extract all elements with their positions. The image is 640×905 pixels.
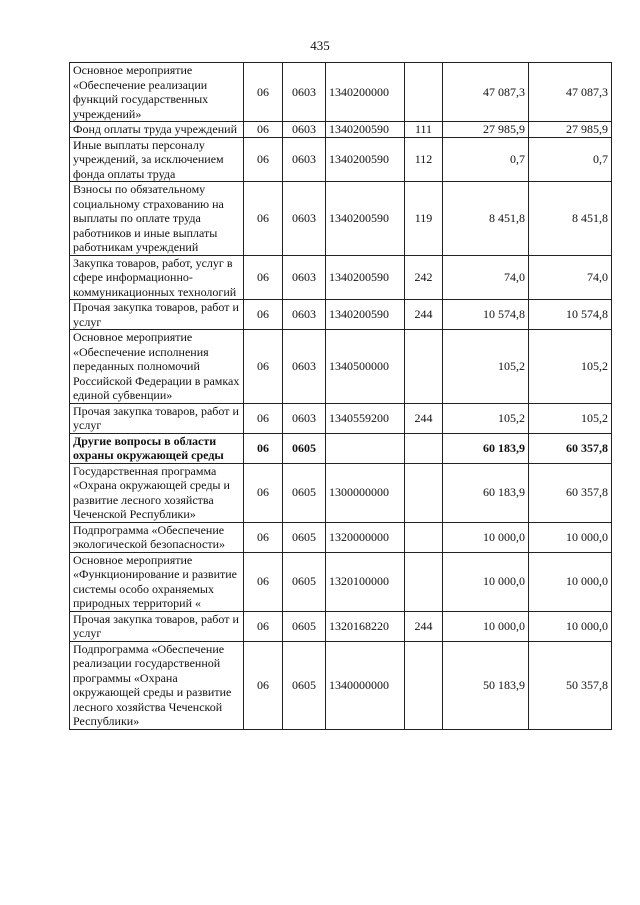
expense-type-code: 111 [405, 122, 443, 138]
amount-year-2: 10 000,0 [529, 552, 612, 611]
expense-type-code [405, 330, 443, 404]
section-code: 06 [244, 552, 283, 611]
subsection-code: 0605 [283, 463, 326, 522]
amount-year-1: 60 183,9 [443, 433, 529, 463]
subsection-code: 0603 [283, 63, 326, 122]
row-name: Другие вопросы в области охраны окружающей среды [70, 433, 244, 463]
row-name: Взносы по обязательному социальному страхованию на выплаты по оплате труда работников и иные выплаты работникам учреждений [70, 182, 244, 256]
section-code: 06 [244, 641, 283, 729]
table-row [70, 63, 612, 122]
amount-year-2: 47 087,3 [529, 63, 612, 122]
amount-year-2: 0,7 [529, 137, 612, 182]
row-name: Закупка товаров, работ, услуг в сфере информационно-коммуникационных технологий [70, 255, 244, 300]
target-article-code: 1320100000 [326, 552, 405, 611]
expense-type-code [405, 433, 443, 463]
amount-year-2: 60 357,8 [529, 463, 612, 522]
amount-year-2: 10 000,0 [529, 522, 612, 552]
section-code: 06 [244, 63, 283, 122]
expense-type-code: 119 [405, 182, 443, 256]
row-name: Основное мероприятие «Обеспечение реализации функций государственных учреждений» [70, 63, 244, 122]
target-article-code: 1340000000 [326, 641, 405, 729]
section-code: 06 [244, 403, 283, 433]
section-code: 06 [244, 433, 283, 463]
expense-type-code [405, 641, 443, 729]
amount-year-1: 27 985,9 [443, 122, 529, 138]
target-article-code: 1320168220 [326, 611, 405, 641]
row-name: Государственная программа «Охрана окружающей среды и развитие лесного хозяйства Чеченской Республики» [70, 463, 244, 522]
table-row [70, 552, 612, 611]
subsection-code: 0605 [283, 611, 326, 641]
table-row [70, 330, 612, 404]
subsection-code: 0605 [283, 433, 326, 463]
subsection-code: 0603 [283, 137, 326, 182]
table-row [70, 641, 612, 729]
target-article-code: 1300000000 [326, 463, 405, 522]
table-row [70, 403, 612, 433]
expense-type-code: 242 [405, 255, 443, 300]
amount-year-2: 50 357,8 [529, 641, 612, 729]
amount-year-2: 8 451,8 [529, 182, 612, 256]
amount-year-1: 50 183,9 [443, 641, 529, 729]
target-article-code: 1340500000 [326, 330, 405, 404]
row-name: Основное мероприятие «Функционирование и развитие системы особо охраняемых природных территорий « [70, 552, 244, 611]
section-code: 06 [244, 522, 283, 552]
target-article-code: 1340200000 [326, 63, 405, 122]
expense-type-code [405, 522, 443, 552]
row-name: Фонд оплаты труда учреждений [70, 122, 244, 138]
expense-type-code [405, 552, 443, 611]
target-article-code: 1340200590 [326, 182, 405, 256]
target-article-code: 1340200590 [326, 300, 405, 330]
table-body [70, 63, 612, 730]
section-code: 06 [244, 300, 283, 330]
section-code: 06 [244, 122, 283, 138]
subsection-code: 0605 [283, 552, 326, 611]
amount-year-2: 105,2 [529, 403, 612, 433]
amount-year-1: 105,2 [443, 330, 529, 404]
section-code: 06 [244, 182, 283, 256]
row-name: Прочая закупка товаров, работ и услуг [70, 403, 244, 433]
amount-year-2: 105,2 [529, 330, 612, 404]
row-name: Прочая закупка товаров, работ и услуг [70, 300, 244, 330]
subsection-code: 0605 [283, 641, 326, 729]
amount-year-2: 74,0 [529, 255, 612, 300]
target-article-code: 1340200590 [326, 255, 405, 300]
subsection-code: 0605 [283, 522, 326, 552]
amount-year-1: 10 000,0 [443, 552, 529, 611]
target-article-code: 1340200590 [326, 137, 405, 182]
budget-table [69, 62, 612, 730]
row-name: Подпрограмма «Обеспечение экологической безопасности» [70, 522, 244, 552]
section-code: 06 [244, 137, 283, 182]
row-name: Основное мероприятие «Обеспечение исполнения переданных полномочий Российской Федерации в рамках единой субвенции» [70, 330, 244, 404]
table-row [70, 255, 612, 300]
expense-type-code [405, 463, 443, 522]
amount-year-1: 10 000,0 [443, 522, 529, 552]
target-article-code [326, 433, 405, 463]
table-row [70, 137, 612, 182]
section-code: 06 [244, 463, 283, 522]
table-row [70, 122, 612, 138]
table-row [70, 463, 612, 522]
target-article-code: 1340559200 [326, 403, 405, 433]
section-code: 06 [244, 330, 283, 404]
subsection-code: 0603 [283, 255, 326, 300]
amount-year-1: 105,2 [443, 403, 529, 433]
table-row [70, 300, 612, 330]
amount-year-1: 10 574,8 [443, 300, 529, 330]
amount-year-1: 8 451,8 [443, 182, 529, 256]
subsection-code: 0603 [283, 122, 326, 138]
expense-type-code: 244 [405, 300, 443, 330]
table-row [70, 433, 612, 463]
table-row [70, 182, 612, 256]
row-name: Прочая закупка товаров, работ и услуг [70, 611, 244, 641]
subsection-code: 0603 [283, 300, 326, 330]
row-name: Иные выплаты персоналу учреждений, за исключением фонда оплаты труда [70, 137, 244, 182]
amount-year-1: 60 183,9 [443, 463, 529, 522]
page-number: 435 [310, 38, 330, 53]
expense-type-code: 244 [405, 403, 443, 433]
target-article-code: 1340200590 [326, 122, 405, 138]
section-code: 06 [244, 255, 283, 300]
subsection-code: 0603 [283, 182, 326, 256]
amount-year-1: 0,7 [443, 137, 529, 182]
target-article-code: 1320000000 [326, 522, 405, 552]
expense-type-code: 112 [405, 137, 443, 182]
amount-year-2: 10 574,8 [529, 300, 612, 330]
expense-type-code: 244 [405, 611, 443, 641]
subsection-code: 0603 [283, 403, 326, 433]
amount-year-2: 60 357,8 [529, 433, 612, 463]
amount-year-2: 10 000,0 [529, 611, 612, 641]
row-name: Подпрограмма «Обеспечение реализации государственной программы «Охрана окружающей среды и развитие лесного хозяйства Чеченской Республики» [70, 641, 244, 729]
amount-year-1: 74,0 [443, 255, 529, 300]
section-code: 06 [244, 611, 283, 641]
amount-year-1: 10 000,0 [443, 611, 529, 641]
subsection-code: 0603 [283, 330, 326, 404]
table-row [70, 611, 612, 641]
amount-year-1: 47 087,3 [443, 63, 529, 122]
amount-year-2: 27 985,9 [529, 122, 612, 138]
expense-type-code [405, 63, 443, 122]
table-row [70, 522, 612, 552]
